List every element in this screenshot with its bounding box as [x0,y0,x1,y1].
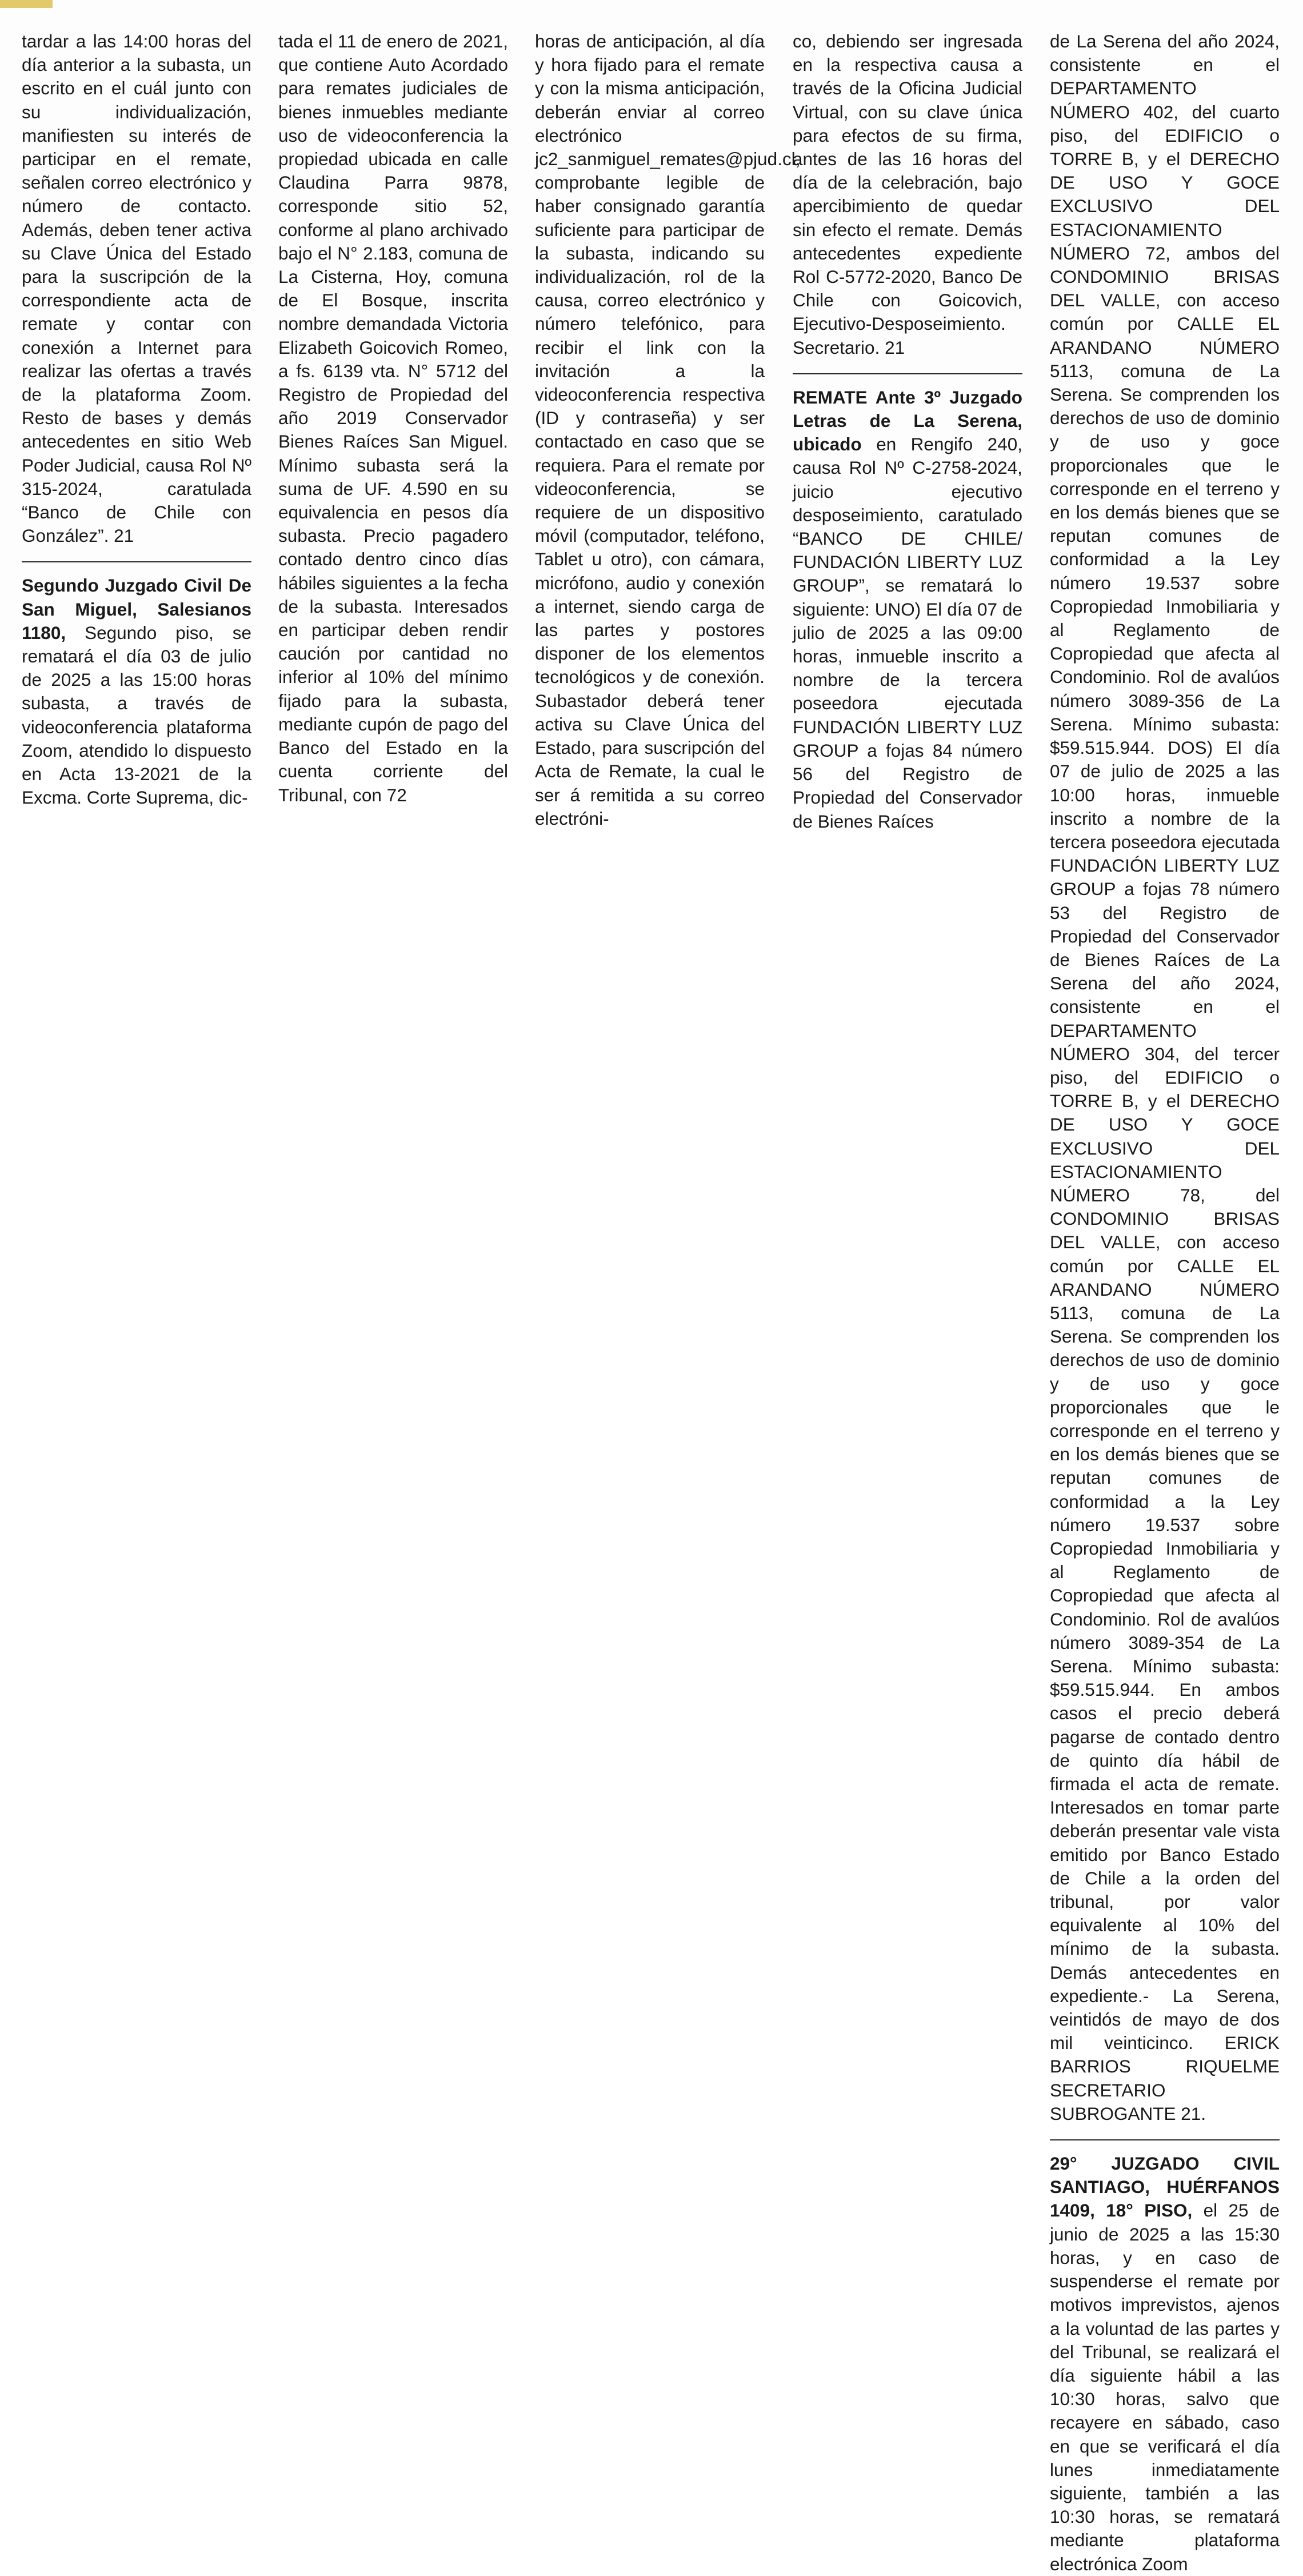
notice-heading: REMATE Ante 3º Juzgado Letras de La Serena, ubicado [793,386,1022,455]
column-2 [278,30,508,807]
notice-continued-text: tardar a las 14:00 horas del día anterior a la subasta, un escrito en el cuál junto con su individualización, manifiesten su interés de participar en el remate, señalen correo electrónico y número de contacto. Además, deben tener activa su Clave Única del Estado para la suscripción de la correspondiente acta de remate y contar con conexión a Internet para realizar las ofertas a través de la plataforma Zoom. Resto de bases y demás antecedentes en sitio Web Poder Judicial, causa Rol Nº 315-2024, caratulada “Banco de Chile con González”. 21 [22,31,251,546]
notice-divider [793,373,1022,374]
notice-remate-la-serena [793,386,1022,833]
notice-continued-text: co, debiendo ser ingresada en la respectiva causa a través de la Oficina Judicial Virtual, con su clave única para efectos de su firma, antes de las 16 horas del día de la celebración, bajo apercibimiento de quedar sin efecto el remate. Demás antecedentes expediente Rol C-5772-2020, Banco De Chile con Goicovich, Ejecutivo-Desposeimiento. Secretario. 21 [793,31,1022,358]
notice-continued-text: tada el 11 de enero de 2021, que contiene Auto Acordado para remates judiciales de bienes inmuebles mediante uso de videoconferencia la propiedad ubicada en calle Claudina Parra 9878, corresponde sitio 52, conforme al plano archivado bajo el N° 2.183, comuna de La Cisterna, Hoy, comuna de El Bosque, inscrita nombre demandada Victoria Elizabeth Goicovich Romeo, a fs. 6139 vta. N° 5712 del Registro de Propiedad del año 2019 Conservador Bienes Raíces San Miguel. Mínimo subasta será la suma de UF. 4.590 en su equivalencia en pesos día subasta. Precio pagadero contado dentro cinco días hábiles siguientes a la fecha de la subasta. Interesados en participar deben rendir caución por cantidad no inferior al 10% del mínimo fijado para la subasta, mediante cupón de pago del Banco del Estado en la cuenta corriente del Tribunal, con 72 [278,31,508,805]
column-1 [22,30,251,810]
column-3 [535,30,801,830]
column-4 [793,30,1022,833]
column-5 [1050,30,1280,2576]
notice-continued-text: horas de anticipación, al día y hora fijado para el remate y con la misma anticipación, deberán enviar al correo electrónico jc2_sanmiguel_remates@pjud.cl, comprobante legible de haber consignado garantía suficiente para participar de la subasta, indicando su individualización, rol de la causa, correo electrónico y número telefónico, para recibir el link con la invitación a la videoconferencia respectiva (ID y contraseña) y ser contactado en caso que se requiera. Para el remate por videoconferencia, se requiere de un dispositivo móvil (computador, teléfono, Tablet u otro), con cámara, micrófono, audio y conexión a internet, siendo carga de las partes y postores disponer de los elementos tecnológicos y de conexión. Subastador deberá tener activa su Clave Única del Estado, para suscripción del Acta de Remate, la cual le ser á remitida a su correo electróni- [535,31,801,829]
notice-divider [1050,2139,1280,2140]
notice-body: el 25 de junio de 2025 a las 15:30 horas, y en caso de suspenderse el remate por motivos imprevistos, ajenos a la voluntad de las partes y del Tribunal, se realizará el día siguiente hábil a las 10:30 horas, salvo que recayere en sábado, caso en que se verificará el día lunes inmediatamente siguiente, también a las 10:30 horas, se rematará mediante plataforma electrónica Zoom [1050,2200,1280,2574]
notice-heading: 29° JUZGADO CIVIL SANTIAGO, HUÉRFANOS 1409, 18° PISO, [1050,2153,1280,2221]
notice-segundo-juzgado-san-miguel [22,574,251,809]
notice-heading: Segundo Juzgado Civil De San Miguel, Salesianos 1180, [22,575,251,643]
notice-body: en Rengifo 240, causa Rol Nº C-2758-2024, juicio ejecutivo desposeimiento, caratulado “BANCO DE CHILE/ FUNDACIÓN LIBERTY LUZ GROUP”, se rematará lo siguiente: UNO) El día 07 de julio de 2025 a las 09:00 horas, inmueble inscrito a nombre de la tercera poseedora ejecutada FUNDACIÓN LIBERTY LUZ GROUP a fojas 84 número 56 del Registro de Propiedad del Conservador de Bienes Raíces [793,434,1022,832]
notice-body: Segundo piso, se rematará el día 03 de julio de 2025 a las 15:00 horas subasta, a través de videoconferencia plataforma Zoom, atendido lo dispuesto en Acta 13-2021 de la Excma. Corte Suprema, dic- [22,622,251,808]
corner-color-mark [0,0,53,8]
notice-continued-text: de La Serena del año 2024, consistente en el DEPARTAMENTO NÚMERO 402, del cuarto piso, del EDIFICIO o TORRE B, y el DERECHO DE USO Y GOCE EXCLUSIVO DEL ESTACIONAMIENTO NÚMERO 72, ambos del CONDOMINIO BRISAS DEL VALLE, con acceso común por CALLE EL ARANDANO NÚMERO 5113, comuna de La Serena. Se comprenden los derechos de uso de dominio y de uso y goce proporcionales que le corresponde en el terreno y en los demás bienes que se reputan comunes de conformidad a la Ley número 19.537 sobre Copropiedad Inmobiliaria y al Reglamento de Copropiedad que afecta al Condominio. Rol de avalúos número 3089-356 de La Serena. Mínimo subasta: $59.515.944. DOS) El día 07 de julio de 2025 a las 10:00 horas, inmueble inscrito a nombre de la tercera poseedora ejecutada FUNDACIÓN LIBERTY LUZ GROUP a fojas 78 número 53 del Registro de Propiedad del Conservador de Bienes Raíces de La Serena del año 2024, consistente en el DEPARTAMENTO NÚMERO 304, del tercer piso, del EDIFICIO o TORRE B, y el DERECHO DE USO Y GOCE EXCLUSIVO DEL ESTACIONAMIENTO NÚMERO 78, del CONDOMINIO BRISAS DEL VALLE, con acceso común por CALLE EL ARANDANO NÚMERO 5113, comuna de La Serena. Se comprenden los derechos de uso de dominio y de uso y goce proporcionales que le corresponde en el terreno y en los demás bienes que se reputan comunes de conformidad a la Ley número 19.537 sobre Copropiedad Inmobiliaria y al Reglamento de Copropiedad que afecta al Condominio. Rol de avalúos número 3089-354 de La Serena. Mínimo subasta: $59.515.944. En ambos casos el precio deberá pagarse de contado dentro de quinto día hábil de firmada el acta de remate. Interesados en tomar parte deberán presentar vale vista emitido por Banco Estado de Chile a la orden del tribunal, por valor equivalente al 10% del mínimo de la subasta. Demás antecedentes en expediente.- La Serena, veintidós de mayo de dos mil veinticinco. ERICK BARRIOS RIQUELME SECRETARIO SUBROGANTE 21. [1050,31,1280,2124]
notice-divider [22,561,251,562]
notice-29-juzgado-civil-santiago [1050,2152,1280,2576]
